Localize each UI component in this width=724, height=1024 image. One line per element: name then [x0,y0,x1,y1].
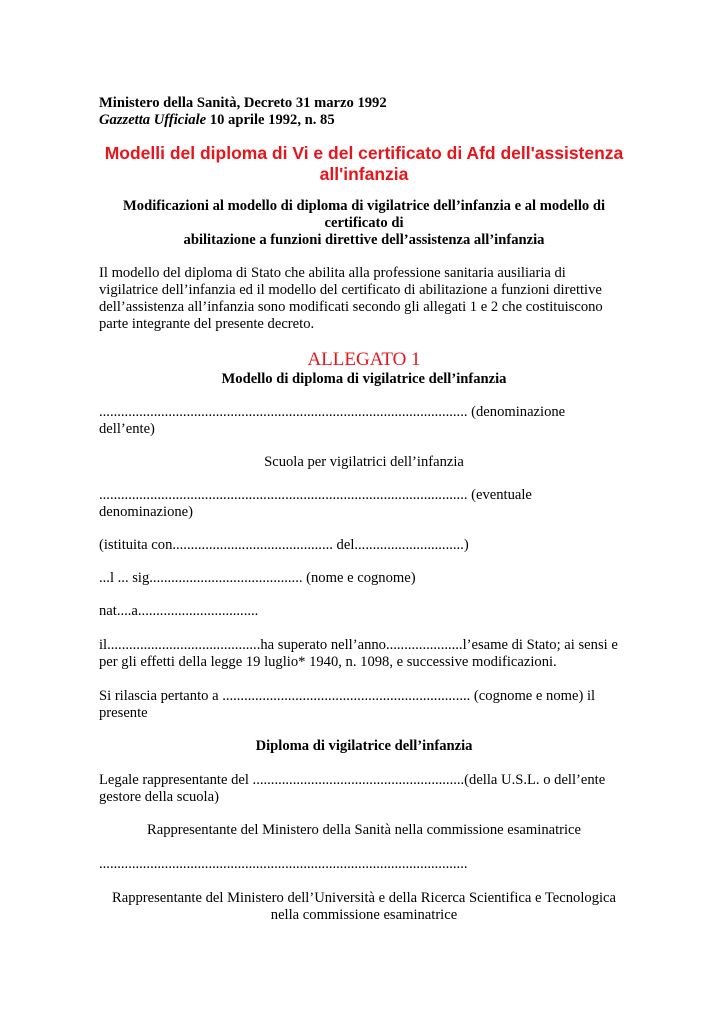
esame-paragraph [99,637,629,671]
signature-dots-line: ..................................................................................................... [99,856,468,872]
diploma-heading [99,738,629,755]
decree-header [99,95,629,129]
ente-line-1: ..................................................................................................... (denominazione [99,404,566,420]
esame-line-1: il..........................................ha superato nell’anno.....................l’esame di Stato; ai sensi e [99,637,618,653]
rapp-sanita [99,822,629,839]
gazette-name: Gazzetta Ufficiale [99,112,207,128]
intro-paragraph [99,265,629,333]
intro-line-1: Il modello del diploma di Stato che abilita alla professione sanitaria ausiliaria di [99,265,566,281]
esame-line-2: per gli effetti della legge 19 luglio* 1940, n. 1098, e successive modificazioni. [99,654,557,670]
allegato-subheading: Modello di diploma di vigilatrice dell’infanzia [221,371,507,387]
legale-line-2: gestore della scuola) [99,789,219,805]
rapp-universita-line-1: Rappresentante del Ministero dell’Università e della Ricerca Scientifica e Tecnologica [111,890,617,906]
gazette-reference [99,112,629,129]
rapp-universita-line-2: nella commissione esaminatrice [270,907,458,923]
nat-field [99,603,629,620]
legale-field [99,772,629,806]
sig-line: ...l ... sig.......................................... (nome e cognome) [99,570,416,586]
rilascia-line-1: Si rilascia pertanto a .................................................................... (cognome e nome) il [99,688,596,704]
subtitle-line-2: certificato di [324,215,404,231]
eventuale-field [99,487,629,521]
intro-line-2: vigilatrice dell’infanzia ed il modello del certificato di abilitazione a funzioni direttive [99,282,602,298]
ente-field [99,404,629,438]
rilascia-line-2: presente [99,705,148,721]
decree-reference: Ministero della Sanità, Decreto 31 marzo 1992 [99,95,387,111]
rapp-sanita-text: Rappresentante del Ministero della Sanità nella commissione esaminatrice [146,822,582,838]
subtitle [99,198,629,249]
intro-line-3: dell’assistenza all’infanzia sono modificati secondo gli allegati 1 e 2 che costituiscono [99,299,603,315]
istituita-field [99,537,629,554]
title-line-1: Modelli del diploma di Vi e del certificato di Afd dell'assistenza [104,143,624,163]
eventuale-line-1: ..................................................................................................... (eventuale [99,487,532,503]
allegato-heading: ALLEGATO 1 [307,349,421,370]
istituita-line: (istituita con............................................ del..............................) [99,537,469,553]
school-name [99,454,629,471]
gazette-date: 10 aprile 1992, n. 85 [206,112,335,128]
subtitle-line-1: Modificazioni al modello di diploma di vigilatrice dell’infanzia e al modello di [123,198,605,214]
sig-field [99,570,629,587]
signature-dots [99,856,629,873]
document-title [99,143,629,185]
allegato-section [99,349,629,388]
title-line-2: all'infanzia [319,164,409,184]
school-label: Scuola per vigilatrici dell’infanzia [264,454,464,470]
rapp-universita [99,890,629,924]
eventuale-line-2: denominazione) [99,504,194,520]
subtitle-line-3: abilitazione a funzioni direttive dell’assistenza all’infanzia [183,232,545,248]
intro-line-4: parte integrante del presente decreto. [99,316,315,332]
legale-line-1: Legale rappresentante del ..........................................................(della U.S.L. o dell’ente [99,772,606,788]
ente-line-2: dell’ente) [99,421,155,437]
nat-line: nat....a................................. [99,603,259,619]
diploma-heading-text: Diploma di vigilatrice dell’infanzia [255,738,473,754]
rilascia-paragraph [99,688,629,722]
